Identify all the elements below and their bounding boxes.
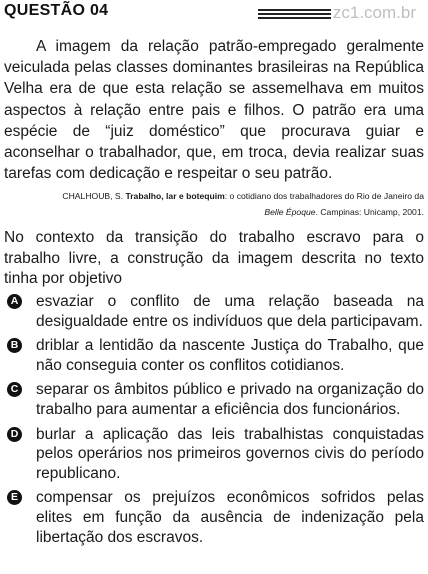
answer-options bbox=[4, 292, 424, 552]
option-b[interactable] bbox=[4, 336, 424, 375]
option-b-letter: B bbox=[7, 338, 22, 353]
option-c[interactable] bbox=[4, 380, 424, 419]
site-watermark: zc1.com.br bbox=[332, 3, 416, 22]
question-header bbox=[4, 2, 424, 24]
option-d-letter: D bbox=[7, 427, 22, 442]
source-citation bbox=[60, 188, 424, 220]
question-title: QUESTÃO 04 bbox=[4, 2, 109, 19]
option-a[interactable] bbox=[4, 292, 424, 331]
citation-italic: Belle Époque bbox=[264, 207, 316, 217]
option-b-text: driblar a lentidão da nascente Justiça do Trabalho, que não conseguia conter os conflitos cotidianos. bbox=[36, 337, 424, 374]
option-e-letter: E bbox=[7, 490, 22, 505]
citation-rest: . Campinas: Unicamp, 2001. bbox=[315, 207, 424, 217]
passage-text: A imagem da relação patrão-empregado geralmente veiculada pelas classes dominantes brasileiras na República Velha era de que esta relação se assemelhava em muitos aspectos à relação entre pais e filhos. O patrão era uma espécie de “juiz doméstico” que procurava guiar e aconselhar o trabalhador, que, em troca, devia realizar suas tarefas com dedicação e respeitar o seu patrão. bbox=[4, 38, 424, 183]
option-c-letter: C bbox=[7, 382, 22, 397]
question-stem: No contexto da transição do trabalho escravo para o trabalho livre, a construção da imagem descrita no texto tinha por objetivo bbox=[4, 229, 424, 288]
citation-author: CHALHOUB, S. bbox=[62, 191, 124, 201]
option-d[interactable] bbox=[4, 425, 424, 484]
option-a-text: esvaziar o conflito de uma relação baseada na desigualdade entre os indivíduos que dela participavam. bbox=[36, 293, 424, 330]
option-a-letter: A bbox=[7, 294, 22, 309]
option-c-text: separar os âmbitos público e privado na organização do trabalho para aumentar a eficiência dos funcionários. bbox=[36, 381, 424, 418]
citation-subtitle: : o cotidiano dos trabalhadores do Rio de Janeiro da bbox=[224, 191, 424, 201]
option-e[interactable] bbox=[4, 488, 424, 547]
option-d-text: burlar a aplicação das leis trabalhistas conquistadas pelos operários nos primeiros governos civis do período republicano. bbox=[36, 425, 424, 482]
citation-title: Trabalho, lar e botequim bbox=[125, 191, 225, 201]
option-e-text: compensar os prejuízos econômicos sofridos pelas elites em função da ausência de indenização pela libertação dos escravos. bbox=[36, 489, 424, 546]
